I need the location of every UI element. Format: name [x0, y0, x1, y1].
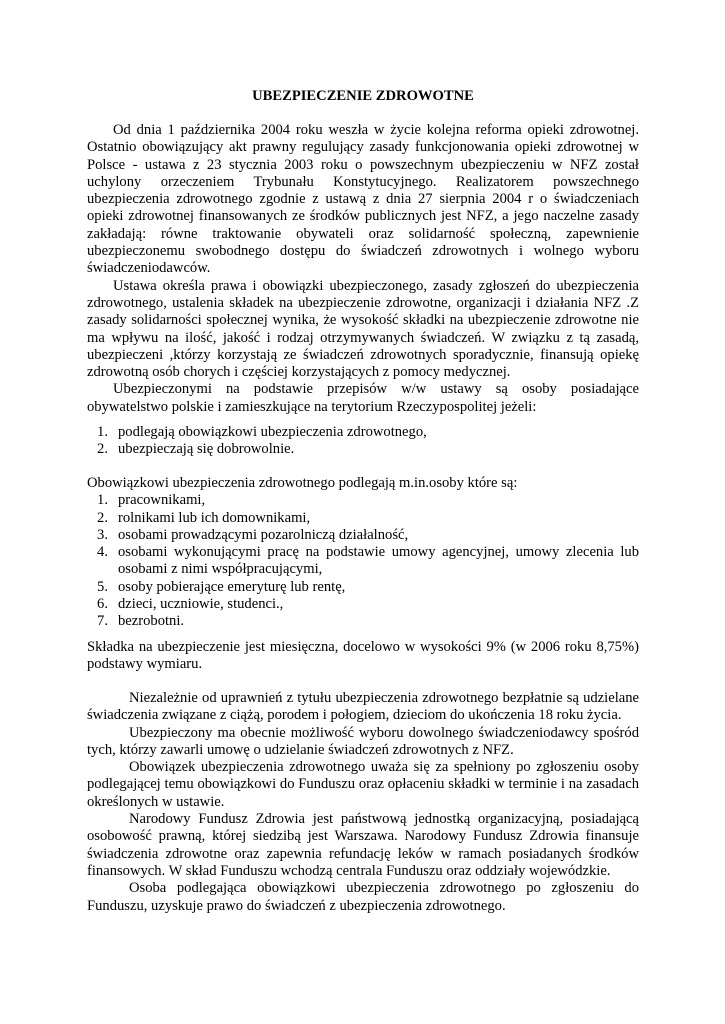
list-item: 1. pracownikami, [97, 492, 206, 509]
list-item: 3. osobami prowadzącymi pozarolniczą działalność, [97, 526, 409, 543]
paragraph-obligation-fulfilled: Obowiązek ubezpieczenia zdrowotnego uważa się za spełniony po zgłoszeniu osoby podlegającej temu obowiązkowi do Funduszu oraz opłaceniu składki w terminie i na zasadach określonych w ustawie. [87, 759, 639, 810]
list-item: 2. ubezpieczają się dobrowolnie. [97, 441, 295, 458]
list-item: 1. podlegają obowiązkowi ubezpieczenia zdrowotnego, [97, 424, 427, 440]
paragraph-insured-persons: Ubezpieczonymi na podstawie przepisów w/w ustawy są osoby posiadające obywatelstwo polskie i zamieszkujące na terytorium Rzeczypospolitej jeżeli: [87, 381, 639, 415]
paragraph-free-services: Niezależnie od uprawnień z tytułu ubezpieczenia zdrowotnego bezpłatnie są udzielane świadczenia związane z ciążą, porodem i połogiem, dzieciom do ukończenia 18 roku życia. [87, 690, 639, 724]
paragraph-contribution: Składka na ubezpieczenie jest miesięczna, docelowo w wysokości 9% (w 2006 roku 8,75%) podstawy wymiaru. [87, 639, 639, 673]
list-item: 7. bezrobotni. [97, 613, 185, 630]
obligation-intro: Obowiązkowi ubezpieczenia zdrowotnego podlegają m.in.osoby które są: [87, 475, 518, 491]
list-item: 2. rolnikami lub ich domownikami, [97, 509, 311, 526]
obligation-section [87, 475, 639, 631]
conditions-list [87, 424, 639, 459]
list-item: 6. dzieci, uczniowie, studenci., [97, 596, 284, 613]
paragraph-entitlement: Osoba podlegająca obowiązkowi ubezpieczenia zdrowotnego po zgłoszeniu do Funduszu, uzyskuje prawo do świadczeń z ubezpieczenia zdrowotnego. [87, 880, 639, 914]
final-section [87, 690, 639, 915]
obligated-persons-list [87, 492, 639, 630]
paragraph-nfz: Narodowy Fundusz Zdrowia jest państwową jednostką organizacyjną, posiadającą osobowość prawną, której siedzibą jest Warszawa. Narodowy Fundusz Zdrowia finansuje świadczenia zdrowotne oraz zapewnia refundację leków w ramach posiadanych środków finansowych. W skład Funduszu wchodzą centrala Funduszu oraz oddziały wojewódzkie. [87, 811, 639, 879]
contribution-section [87, 639, 639, 674]
intro-section [87, 122, 639, 416]
list-item: 5. osoby pobierające emeryturę lub rentę, [97, 578, 346, 595]
paragraph-reform: Od dnia 1 października 2004 roku weszła w życie kolejna reforma opieki zdrowotnej. Ostatnio obowiązujący akt prawny regulujący zasady funkcjonowania opieki zdrowotnej w Polsce - ustawa z 23 stycznia 2003 roku o powszechnym ubezpieczeniu w NFZ został uchylony orzeczeniem Trybunału Konstytucyjnego. Realizatorem powszechnego ubezpieczenia zdrowotnego zgodnie z ustawą z dnia 27 sierpnia 2004 r o świadczeniach opieki zdrowotnej finansowanych ze środków publicznych jest NFZ, a jego naczelne zasady zakładają: równe traktowanie obywateli oraz solidarność społeczną, zapewnienie ubezpieczonemu swobodnego dostępu do świadczeń zdrowotnych i wolnego wyboru świadczeniodawców. [87, 122, 639, 277]
document-title: UBEZPIECZENIE ZDROWOTNE [252, 88, 474, 104]
list-item: 4. osobami wykonującymi pracę na podstawie umowy agencyjnej, umowy zlecenia lub osobami z nimi współpracującymi, [97, 544, 639, 578]
paragraph-provider-choice: Ubezpieczony ma obecnie możliwość wyboru dowolnego świadczeniodawcy spośród tych, którzy zawarli umowę o udzielanie świadczeń zdrowotnych z NFZ. [87, 724, 639, 758]
paragraph-act-scope: Ustawa określa prawa i obowiązki ubezpieczonego, zasady zgłoszeń do ubezpieczenia zdrowotnego, ustalenia składek na ubezpieczenie zdrowotne, organizacji i działania NFZ .Z zasady solidarności społecznej wynika, że wysokość składki na ubezpieczenie zdrowotne nie ma wpływu na ilość, jakość i rodzaj otrzymywanych świadczeń. W związku z tą zasadą, ubezpieczeni ,którzy korzystają ze świadczeń zdrowotnych sporadycznie, finansują opiekę zdrowotną osób chorych i częściej korzystających z pomocy medycznej. [87, 277, 639, 381]
